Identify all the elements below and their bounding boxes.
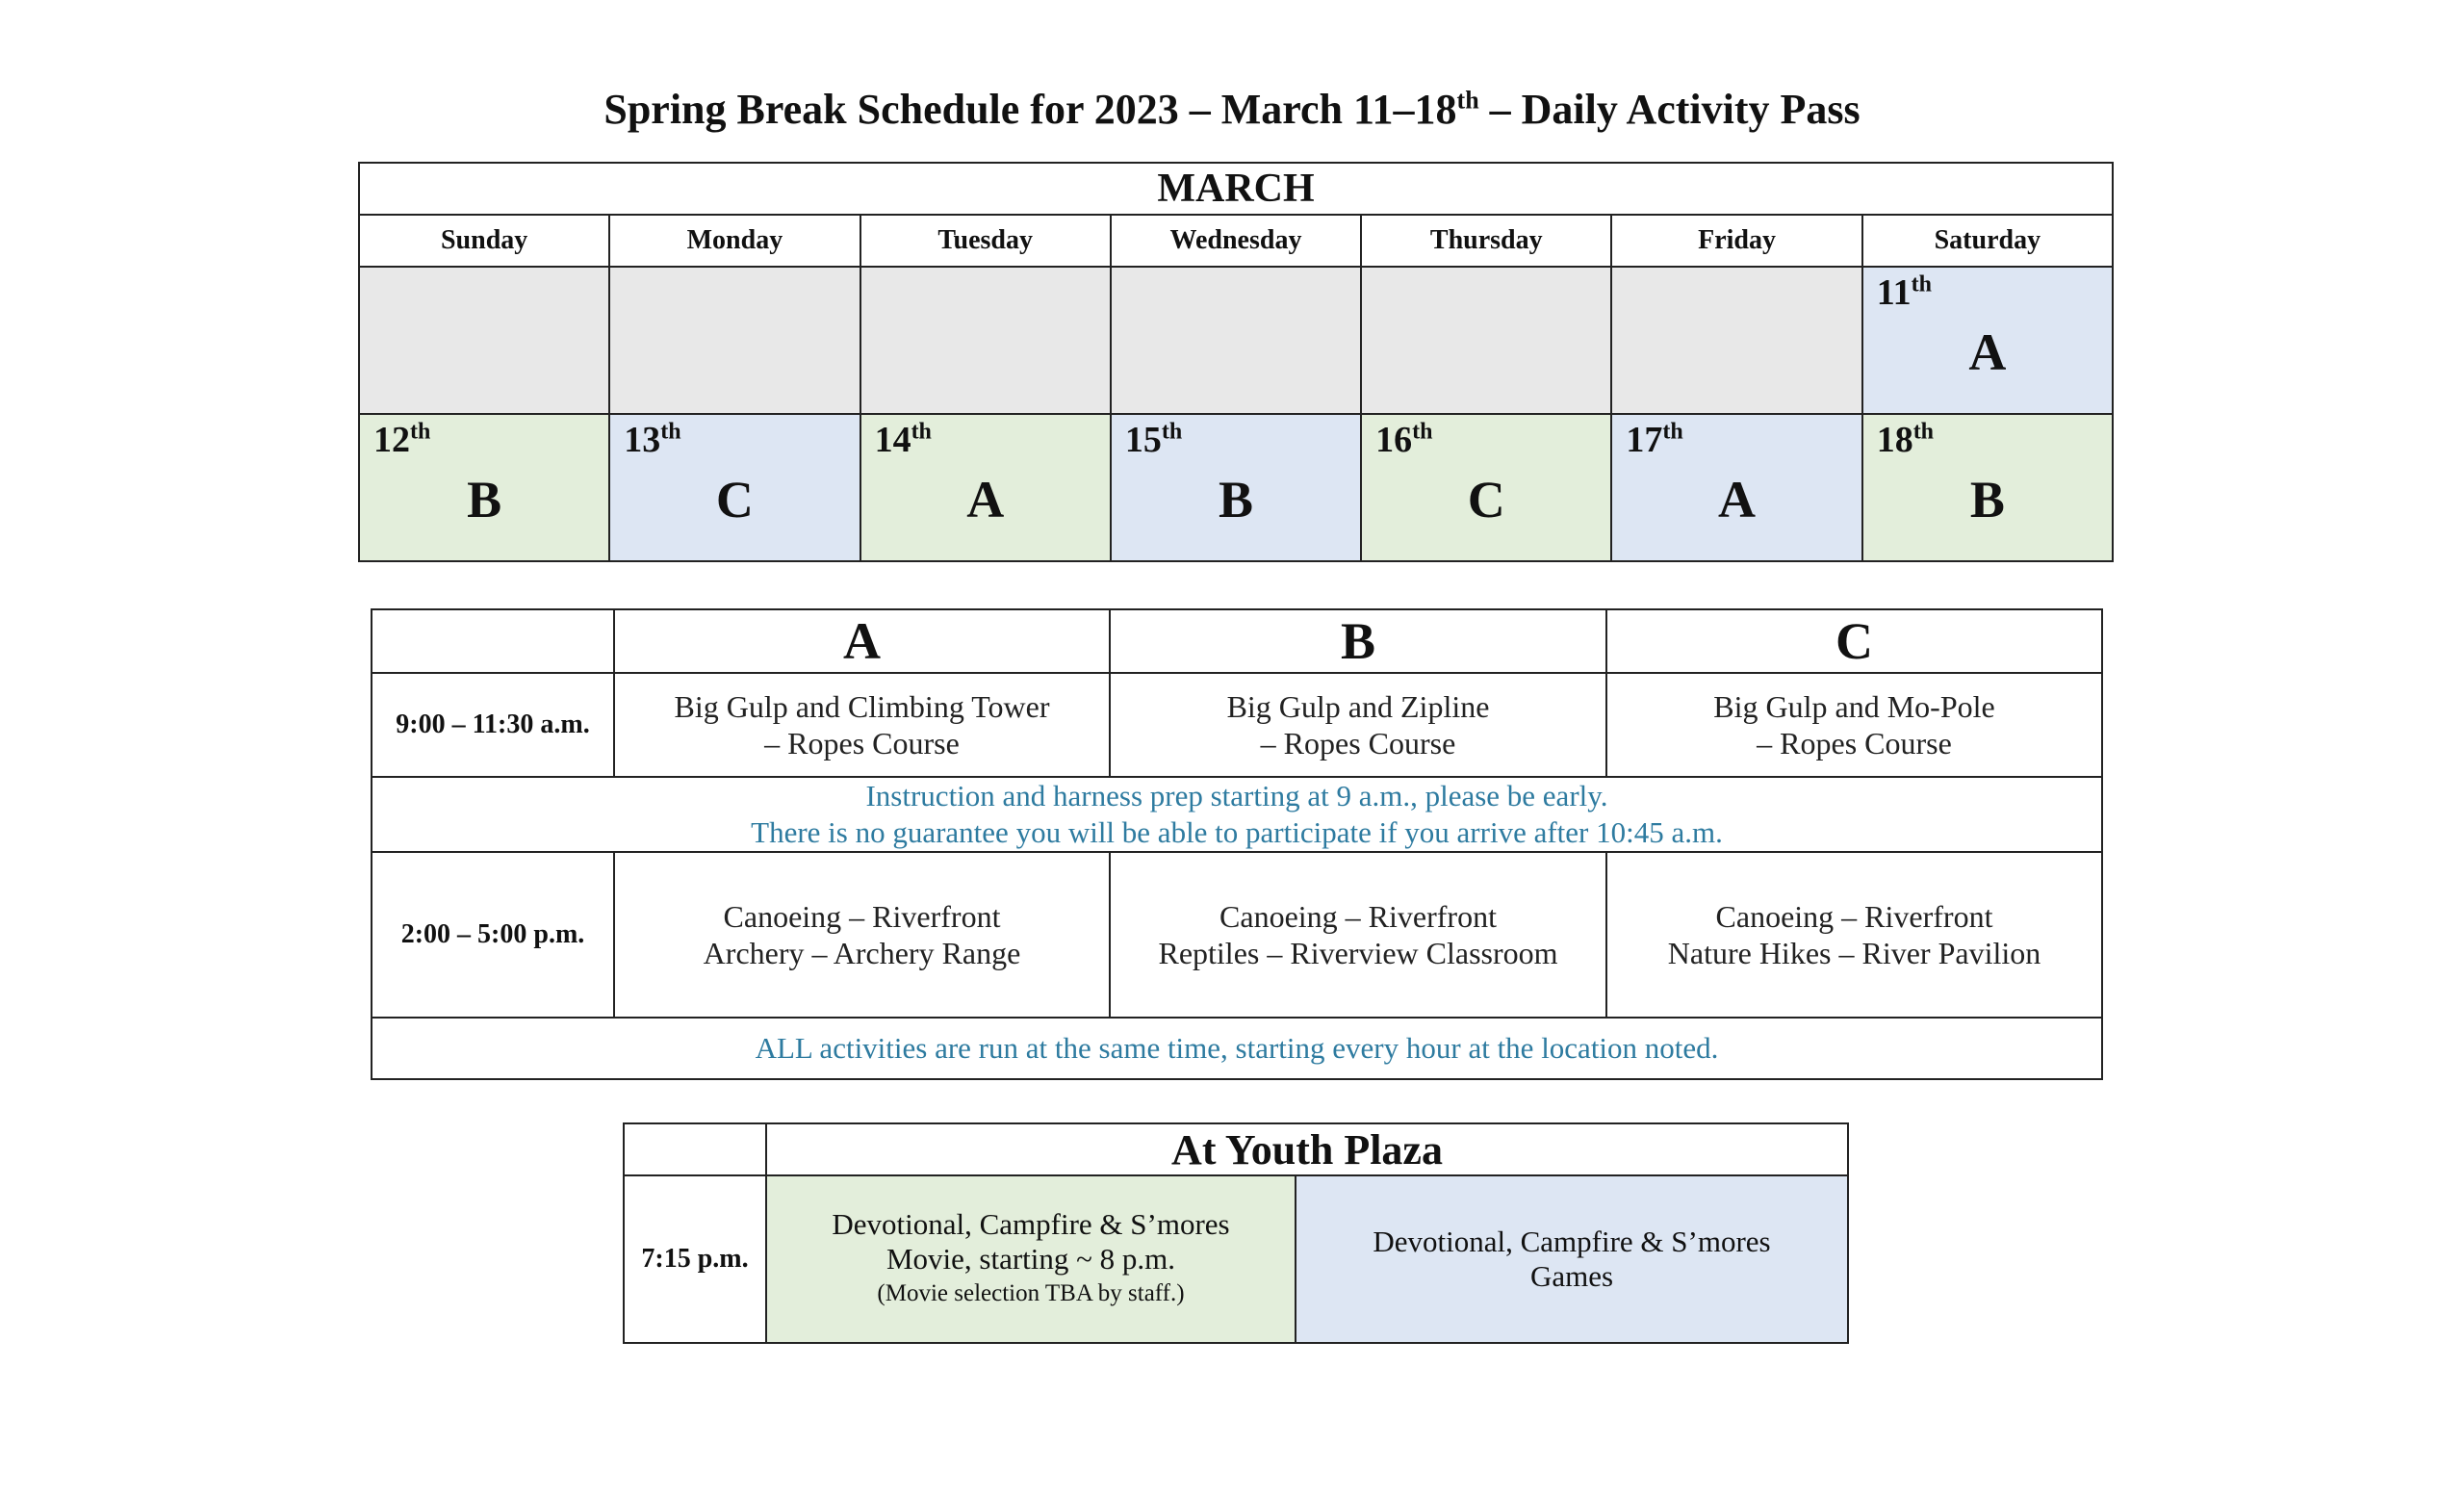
empty-day (1611, 267, 1861, 414)
day-number: 13th (624, 419, 681, 460)
morning-activity-c: Big Gulp and Mo-Pole – Ropes Course (1606, 673, 2102, 777)
day-number: 14th (874, 419, 932, 460)
day-cell-16 (1361, 414, 1611, 561)
day-schedule-letter: C (715, 471, 754, 529)
blank-header-cell (624, 1123, 766, 1175)
weekday-monday: Monday (609, 215, 860, 267)
weekday-friday: Friday (1611, 215, 1861, 267)
day-schedule-letter: B (1969, 471, 2005, 529)
day-schedule-letter: A (966, 471, 1005, 529)
weekday-sunday: Sunday (359, 215, 609, 267)
day-schedule-letter: B (1218, 471, 1253, 529)
day-schedule-letter: A (1718, 471, 1757, 529)
evening-time: 7:15 p.m. (624, 1175, 766, 1343)
day-number: 12th (373, 419, 431, 460)
day-number: 17th (1626, 419, 1683, 460)
empty-day (359, 267, 609, 414)
empty-day (1111, 267, 1361, 414)
weekday-thursday: Thursday (1361, 215, 1611, 267)
day-cell-17 (1611, 414, 1861, 561)
day-cell-11 (1862, 267, 2113, 414)
march-calendar (358, 162, 2114, 562)
schedule-b-header: B (1110, 609, 1606, 673)
schedule-c-header: C (1606, 609, 2102, 673)
day-number: 11th (1876, 271, 1932, 313)
day-schedule-letter: A (1968, 323, 2007, 381)
morning-activity-a: Big Gulp and Climbing Tower – Ropes Course (614, 673, 1110, 777)
afternoon-activity-c: Canoeing – Riverfront Nature Hikes – River Pavilion (1606, 852, 2102, 1018)
evening-activity-right: Devotional, Campfire & S’mores Games (1296, 1175, 1848, 1343)
day-schedule-letter: C (1467, 471, 1505, 529)
page-title: Spring Break Schedule for 2023 – March 11–18th – Daily Activity Pass (603, 86, 1861, 133)
empty-day (1361, 267, 1611, 414)
morning-time: 9:00 – 11:30 a.m. (372, 673, 614, 777)
activity-schedule-table (371, 608, 2103, 1080)
day-cell-12 (359, 414, 609, 561)
youth-plaza-header: At Youth Plaza (766, 1123, 1848, 1175)
afternoon-note: ALL activities are run at the same time, starting every hour at the location noted. (372, 1018, 2102, 1079)
day-schedule-letter: B (467, 471, 502, 529)
youth-plaza-table (623, 1122, 1849, 1344)
weekday-tuesday: Tuesday (860, 215, 1111, 267)
afternoon-activity-a: Canoeing – Riverfront Archery – Archery Range (614, 852, 1110, 1018)
morning-note: Instruction and harness prep starting at 9 a.m., please be early. There is no guarantee you will be able to participate if you arrive after 10:45 a.m. (372, 777, 2102, 852)
blank-header-cell (372, 609, 614, 673)
afternoon-activity-b: Canoeing – Riverfront Reptiles – Riverview Classroom (1110, 852, 1606, 1018)
day-cell-15 (1111, 414, 1361, 561)
empty-day (860, 267, 1111, 414)
day-cell-14 (860, 414, 1111, 561)
day-number: 16th (1375, 419, 1433, 460)
day-number: 18th (1876, 419, 1935, 460)
day-cell-18 (1862, 414, 2113, 561)
evening-activity-left: Devotional, Campfire & S’mores Movie, starting ~ 8 p.m. (Movie selection TBA by staff.) (766, 1175, 1296, 1343)
afternoon-time: 2:00 – 5:00 p.m. (372, 852, 614, 1018)
day-number: 15th (1124, 419, 1183, 460)
day-cell-13 (609, 414, 860, 561)
weekday-saturday: Saturday (1862, 215, 2113, 267)
weekday-wednesday: Wednesday (1111, 215, 1361, 267)
morning-activity-b: Big Gulp and Zipline – Ropes Course (1110, 673, 1606, 777)
month-header: MARCH (359, 163, 2113, 215)
empty-day (609, 267, 860, 414)
schedule-a-header: A (614, 609, 1110, 673)
